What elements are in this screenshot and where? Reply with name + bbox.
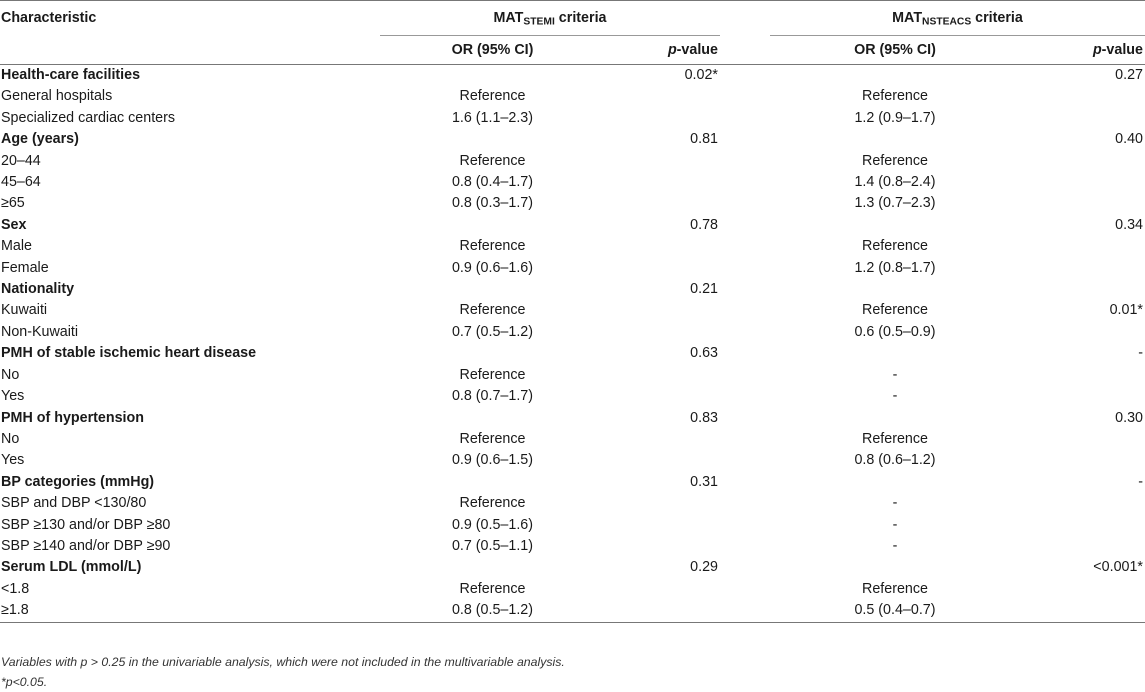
table-body xyxy=(0,65,1145,623)
or-nsteacs xyxy=(770,279,1020,300)
p-nsteacs xyxy=(1020,322,1145,343)
header-p-nsteacs-tail: -value xyxy=(1101,42,1143,58)
table-row xyxy=(0,493,1145,514)
table-row xyxy=(0,151,1145,172)
footnote-significance: *p<0.05. xyxy=(1,675,48,689)
p-nsteacs: 0.34 xyxy=(1115,216,1143,233)
or-nsteacs: Reference xyxy=(862,302,928,319)
table-row xyxy=(0,129,1145,150)
row-label: Nationality xyxy=(1,281,75,298)
or-nsteacs: 1.4 (0.8–2.4) xyxy=(854,174,936,191)
header-group-nsteacs-tail: criteria xyxy=(971,10,1023,26)
table-row xyxy=(0,600,1145,622)
p-stemi xyxy=(605,300,720,321)
or-stemi xyxy=(380,557,605,578)
row-label: Sex xyxy=(1,216,27,233)
row-label: General hospitals xyxy=(1,88,113,105)
or-nsteacs: Reference xyxy=(862,238,928,255)
p-nsteacs: 0.40 xyxy=(1115,131,1143,148)
p-nsteacs xyxy=(1020,600,1145,622)
p-stemi xyxy=(605,151,720,172)
p-nsteacs xyxy=(1020,515,1145,536)
or-nsteacs: Reference xyxy=(862,580,928,597)
or-stemi: 0.8 (0.4–1.7) xyxy=(451,174,534,191)
or-nsteacs: - xyxy=(892,537,898,554)
row-label: SBP ≥140 and/or DBP ≥90 xyxy=(1,537,171,554)
or-nsteacs: 1.2 (0.9–1.7) xyxy=(854,109,936,126)
p-stemi xyxy=(605,386,720,407)
or-stemi xyxy=(380,408,605,429)
table-row xyxy=(0,300,1145,321)
or-nsteacs: 0.5 (0.4–0.7) xyxy=(770,600,1020,622)
p-nsteacs xyxy=(1020,386,1145,407)
p-stemi xyxy=(605,579,720,600)
row-label: BP categories (mmHg) xyxy=(1,473,155,490)
p-nsteacs xyxy=(1020,236,1145,257)
or-stemi: 0.8 (0.5–1.2) xyxy=(380,600,605,622)
header-row-groups xyxy=(0,1,1145,36)
p-nsteacs xyxy=(1020,450,1145,471)
or-nsteacs: 0.8 (0.6–1.2) xyxy=(854,452,936,469)
table-row xyxy=(0,172,1145,193)
or-nsteacs: Reference xyxy=(862,88,928,105)
or-stemi: Reference xyxy=(459,495,526,512)
row-label: SBP and DBP <130/80 xyxy=(1,495,147,512)
table-row xyxy=(0,472,1145,493)
table-row xyxy=(0,536,1145,557)
header-group-stemi-main: MAT xyxy=(493,10,524,26)
header-row-columns xyxy=(0,36,1145,65)
p-stemi xyxy=(605,172,720,193)
table-row xyxy=(0,193,1145,214)
table-row xyxy=(0,279,1145,300)
header-or-nsteacs: OR (95% CI) xyxy=(770,36,1020,65)
row-label: Serum LDL (mmol/L) xyxy=(1,559,142,576)
or-nsteacs xyxy=(770,343,1020,364)
or-stemi: Reference xyxy=(459,88,526,105)
p-stemi: 0.78 xyxy=(690,216,718,233)
p-nsteacs xyxy=(1020,86,1145,107)
p-nsteacs xyxy=(1020,151,1145,172)
p-stemi xyxy=(605,108,720,129)
p-nsteacs xyxy=(1020,493,1145,514)
or-nsteacs xyxy=(770,472,1020,493)
header-p-stemi-tail: -value xyxy=(676,42,718,58)
table-row xyxy=(0,236,1145,257)
p-stemi xyxy=(605,536,720,557)
header-characteristic: Characteristic xyxy=(0,1,380,36)
or-stemi: Reference xyxy=(459,152,526,169)
or-nsteacs: Reference xyxy=(862,152,928,169)
p-nsteacs: - xyxy=(1138,345,1143,362)
or-nsteacs: 0.6 (0.5–0.9) xyxy=(854,323,936,340)
header-group-stemi xyxy=(380,1,720,36)
p-nsteacs xyxy=(1020,429,1145,450)
p-stemi xyxy=(605,429,720,450)
row-label: No xyxy=(1,430,20,447)
or-stemi xyxy=(380,129,605,150)
or-nsteacs xyxy=(770,129,1020,150)
p-stemi: 0.31 xyxy=(690,473,718,490)
p-nsteacs xyxy=(1020,279,1145,300)
p-stemi xyxy=(605,322,720,343)
p-nsteacs xyxy=(1020,193,1145,214)
table-row xyxy=(0,365,1145,386)
or-stemi: 0.9 (0.6–1.6) xyxy=(451,259,534,276)
table-row xyxy=(0,65,1145,87)
header-p-stemi-italic: p xyxy=(667,42,677,58)
p-stemi xyxy=(605,515,720,536)
p-stemi: 0.29 xyxy=(690,559,718,576)
table-row xyxy=(0,408,1145,429)
p-nsteacs xyxy=(1020,108,1145,129)
row-label: 45–64 xyxy=(1,174,41,191)
or-stemi xyxy=(380,472,605,493)
row-label: 20–44 xyxy=(1,152,41,169)
p-stemi: 0.63 xyxy=(690,345,718,362)
row-label: PMH of hypertension xyxy=(1,409,144,426)
table-row xyxy=(0,258,1145,279)
or-nsteacs: - xyxy=(892,366,898,383)
row-label: ≥65 xyxy=(1,195,25,212)
or-stemi: 0.9 (0.5–1.6) xyxy=(451,516,534,533)
row-label: Female xyxy=(1,259,49,276)
or-nsteacs: Reference xyxy=(862,430,928,447)
p-nsteacs xyxy=(1020,536,1145,557)
row-label: Yes xyxy=(1,452,25,469)
p-stemi: 0.83 xyxy=(690,409,718,426)
p-nsteacs xyxy=(1020,258,1145,279)
p-stemi xyxy=(605,365,720,386)
table-row xyxy=(0,429,1145,450)
table-row xyxy=(0,386,1145,407)
or-stemi xyxy=(380,65,605,87)
table-row xyxy=(0,450,1145,471)
or-stemi xyxy=(380,279,605,300)
row-label: Male xyxy=(1,238,32,255)
or-nsteacs: 1.2 (0.8–1.7) xyxy=(854,259,936,276)
header-group-nsteacs-sub: NSTEACS xyxy=(922,16,972,28)
p-stemi: 0.02* xyxy=(684,67,718,83)
or-stemi: Reference xyxy=(459,302,526,319)
or-stemi: 0.8 (0.3–1.7) xyxy=(451,195,534,212)
header-p-nsteacs-italic: p xyxy=(1092,42,1102,58)
p-nsteacs: - xyxy=(1138,473,1143,490)
header-group-nsteacs xyxy=(770,1,1145,36)
table-row xyxy=(0,579,1145,600)
p-stemi xyxy=(605,86,720,107)
p-stemi: 0.21 xyxy=(690,281,718,298)
footnotes xyxy=(1,652,565,692)
or-stemi: 0.7 (0.5–1.1) xyxy=(451,537,534,554)
row-label: SBP ≥130 and/or DBP ≥80 xyxy=(1,516,171,533)
table-row xyxy=(0,215,1145,236)
header-group-stemi-tail: criteria xyxy=(554,10,607,26)
row-label: Age (years) xyxy=(1,131,79,148)
or-stemi: Reference xyxy=(459,238,526,255)
or-stemi: 0.8 (0.7–1.7) xyxy=(451,388,534,405)
row-label: Yes xyxy=(1,388,25,405)
or-stemi: 1.6 (1.1–2.3) xyxy=(451,109,534,126)
row-label: Health-care facilities xyxy=(1,67,141,83)
or-nsteacs xyxy=(770,408,1020,429)
table-row xyxy=(0,515,1145,536)
p-nsteacs: 0.27 xyxy=(1115,67,1143,83)
p-stemi: 0.81 xyxy=(690,131,718,148)
header-group-stemi-sub: STEMI xyxy=(523,16,555,28)
table-row xyxy=(0,108,1145,129)
header-group-nsteacs-main: MAT xyxy=(892,10,923,26)
p-stemi xyxy=(605,193,720,214)
p-stemi xyxy=(605,236,720,257)
or-stemi: 0.9 (0.6–1.5) xyxy=(451,452,534,469)
footnote-variables: Variables with p > 0.25 in the univariable analysis, which were not included in the multivariable analysis. xyxy=(1,655,565,669)
p-stemi xyxy=(605,258,720,279)
p-nsteacs xyxy=(1020,172,1145,193)
row-label: Non-Kuwaiti xyxy=(1,323,79,340)
row-label: PMH of stable ischemic heart disease xyxy=(1,345,257,362)
or-stemi xyxy=(380,215,605,236)
p-nsteacs: 0.01* xyxy=(1109,302,1143,319)
row-label: ≥1.8 xyxy=(0,600,380,622)
p-nsteacs: <0.001* xyxy=(1093,559,1143,576)
or-nsteacs: - xyxy=(892,388,898,405)
p-stemi xyxy=(605,600,720,622)
row-label: No xyxy=(1,366,20,383)
p-nsteacs: 0.30 xyxy=(1115,409,1143,426)
row-label: Kuwaiti xyxy=(1,302,48,319)
or-nsteacs: - xyxy=(892,495,898,512)
p-nsteacs xyxy=(1020,365,1145,386)
row-label: Specialized cardiac centers xyxy=(1,109,176,126)
header-p-stemi xyxy=(605,36,720,65)
table-row xyxy=(0,557,1145,578)
or-nsteacs xyxy=(770,557,1020,578)
or-stemi xyxy=(380,343,605,364)
or-nsteacs: 1.3 (0.7–2.3) xyxy=(854,195,936,212)
or-nsteacs xyxy=(770,215,1020,236)
or-nsteacs xyxy=(770,65,1020,87)
table-row xyxy=(0,322,1145,343)
table-row xyxy=(0,343,1145,364)
header-p-nsteacs xyxy=(1020,36,1145,65)
row-label: <1.8 xyxy=(1,580,30,597)
or-stemi: Reference xyxy=(459,580,526,597)
table-row xyxy=(0,86,1145,107)
p-nsteacs xyxy=(1020,579,1145,600)
or-stemi: Reference xyxy=(459,430,526,447)
p-stemi xyxy=(605,493,720,514)
or-stemi: 0.7 (0.5–1.2) xyxy=(451,323,534,340)
header-or-stemi: OR (95% CI) xyxy=(380,36,605,65)
or-nsteacs: - xyxy=(892,516,898,533)
or-stemi: Reference xyxy=(459,366,526,383)
p-stemi xyxy=(605,450,720,471)
